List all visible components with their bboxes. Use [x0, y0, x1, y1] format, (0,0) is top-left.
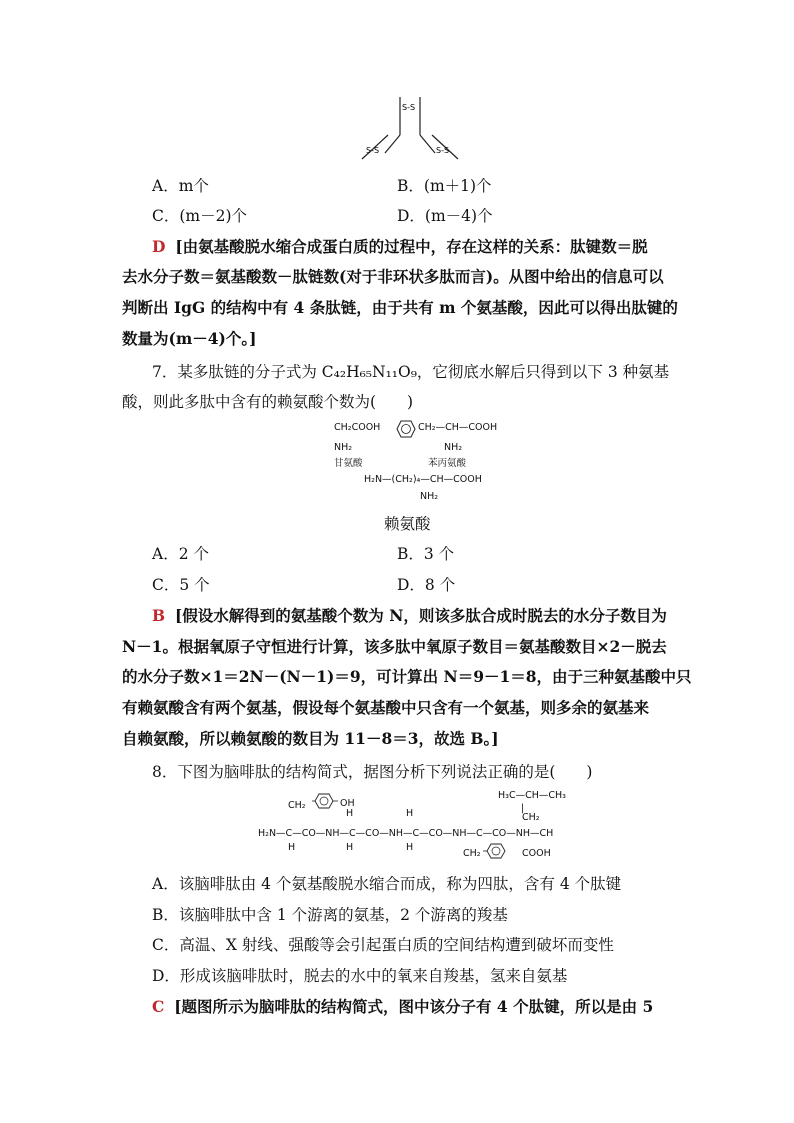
q6-option-c: C．(m－2)个: [152, 207, 248, 225]
q7-stem-line-2: 酸，则此多肽中含有的赖氨酸个数为( ): [122, 393, 414, 411]
isobutyl-group: H₃C—CH—CH₃: [498, 790, 566, 801]
q7-explanation-line-3: 的水分子数×1＝2N－(N－1)＝9，可计算出 N＝9－1＝8，由于三种氨基酸中只: [122, 667, 692, 686]
q7-option-b: B．3 个: [397, 545, 455, 563]
q8-answer-letter: C: [152, 997, 165, 1016]
q8-stem: 8．下图为脑啡肽的结构简式，据图分析下列说法正确的是( ): [152, 763, 593, 781]
hydroxyl-group: OH: [340, 798, 355, 809]
enkephalin-structure: H₃C—CH—CH₃ | CH₂ OH H H CH₂ H₂N—C—CO—NH—C—CO—NH—C—CO—NH—C—CO—NH—CH H H H CH₂ COOH: [258, 790, 566, 859]
q7-option-c: C．5 个: [152, 576, 210, 594]
q8-option-b: B．该脑啡肽中含 1 个游离的氨基，2 个游离的羧基: [152, 906, 508, 924]
q6-explanation-line-3: 判断出 IgG 的结构中有 4 条肽链，由于共有 m 个氨基酸，因此可以得出肽键的: [122, 298, 678, 317]
lysine-nh2: NH₂: [420, 491, 439, 502]
q6-explanation-line-1: D [由氨基酸脱水缩合成蛋白质的过程中，存在这样的关系：肽键数＝脱: [152, 237, 648, 256]
q7-explanation-line-5: 自赖氨酸，所以赖氨酸的数目为 11－8＝3，故选 B。]: [122, 729, 499, 748]
disulfide-label-left: S-S: [366, 146, 380, 155]
q6-option-d: D．(m－4)个: [397, 207, 493, 225]
lysine-name: 赖氨酸: [384, 515, 431, 533]
h-bottom-3: H: [406, 842, 414, 853]
glycine-nh2: NH₂: [334, 442, 353, 453]
glycine-name: 甘氨酸: [334, 458, 363, 469]
q7-answer-letter: B: [152, 606, 166, 625]
phenylalanine-formula: CH₂—CH—COOH: [418, 422, 498, 433]
q8-option-d: D．形成该脑啡肽时，脱去的水中的氧来自羧基，氢来自氨基: [152, 967, 568, 985]
q7-option-a: A．2 个: [152, 545, 209, 563]
q8-option-a: A．该脑啡肽由 4 个氨基酸脱水缩合而成，称为四肽，含有 4 个肽键: [152, 875, 622, 893]
h-top-2: H: [406, 808, 414, 819]
q8-explanation-line-1: C [题图所示为脑啡肽的结构简式，图中该分子有 4 个肽键，所以是由 5: [152, 997, 654, 1016]
h-bottom-1: H: [288, 842, 296, 853]
q7-explanation-line-2: N－1。根据氧原子守恒进行计算，该多肽中氧原子数目＝氨基酸数目×2－脱去: [122, 637, 667, 656]
benzene-ring-icon: [396, 420, 416, 438]
h-bottom-2: H: [346, 842, 354, 853]
ch2-group-5: CH₂: [522, 812, 540, 823]
lysine-formula: H₂N—(CH₂)₄—CH—COOH: [364, 474, 482, 485]
ch2-group-4: CH₂: [463, 848, 481, 859]
q7-explanation-line-4: 有赖氨酸含有两个氨基，假设每个氨基酸中只含有一个氨基，则多余的氨基来: [122, 698, 650, 717]
q6-option-a: A．m个: [152, 177, 209, 195]
ch2-group-1: CH₂: [288, 800, 306, 811]
amino-acid-figure: [330, 420, 510, 500]
q7-option-d: D．8 个: [397, 576, 456, 594]
q6-option-b: B．(m＋1)个: [397, 177, 492, 195]
antibody-diagram: [350, 95, 470, 165]
q6-answer-letter: D: [152, 237, 166, 256]
main-chain: H₂N—C—CO—NH—C—CO—NH—C—CO—NH—C—CO—NH—CH: [258, 828, 554, 839]
q7-explanation-line-1: B [假设水解得到的氨基酸个数为 N，则该多肽合成时脱去的水分子数目为: [152, 606, 667, 625]
carboxyl-group: COOH: [522, 848, 551, 859]
glycine-formula: CH₂COOH: [334, 422, 381, 433]
benzene-ring-icon-2: [483, 843, 509, 859]
h-top-1: H: [346, 808, 354, 819]
phenylalanine-nh2: NH₂: [444, 442, 463, 453]
disulfide-label-right: S-S: [436, 146, 450, 155]
disulfide-label-top: S-S: [402, 103, 416, 112]
q7-stem-line-1: 7．某多肽链的分子式为 C₄₂H₆₅N₁₁O₉，它彻底水解后只得到以下 3 种氨基: [152, 363, 670, 381]
phenol-ring-icon: [312, 793, 338, 809]
phenylalanine-name: 苯丙氨酸: [428, 458, 467, 469]
q8-option-c: C．高温、X 射线、强酸等会引起蛋白质的空间结构遭到破坏而变性: [152, 936, 614, 954]
q6-explanation-line-2: 去水分子数＝氨基酸数－肽链数(对于非环状多肽而言)。从图中给出的信息可以: [122, 267, 664, 286]
q6-explanation-line-4: 数量为(m－4)个。]: [122, 329, 257, 348]
